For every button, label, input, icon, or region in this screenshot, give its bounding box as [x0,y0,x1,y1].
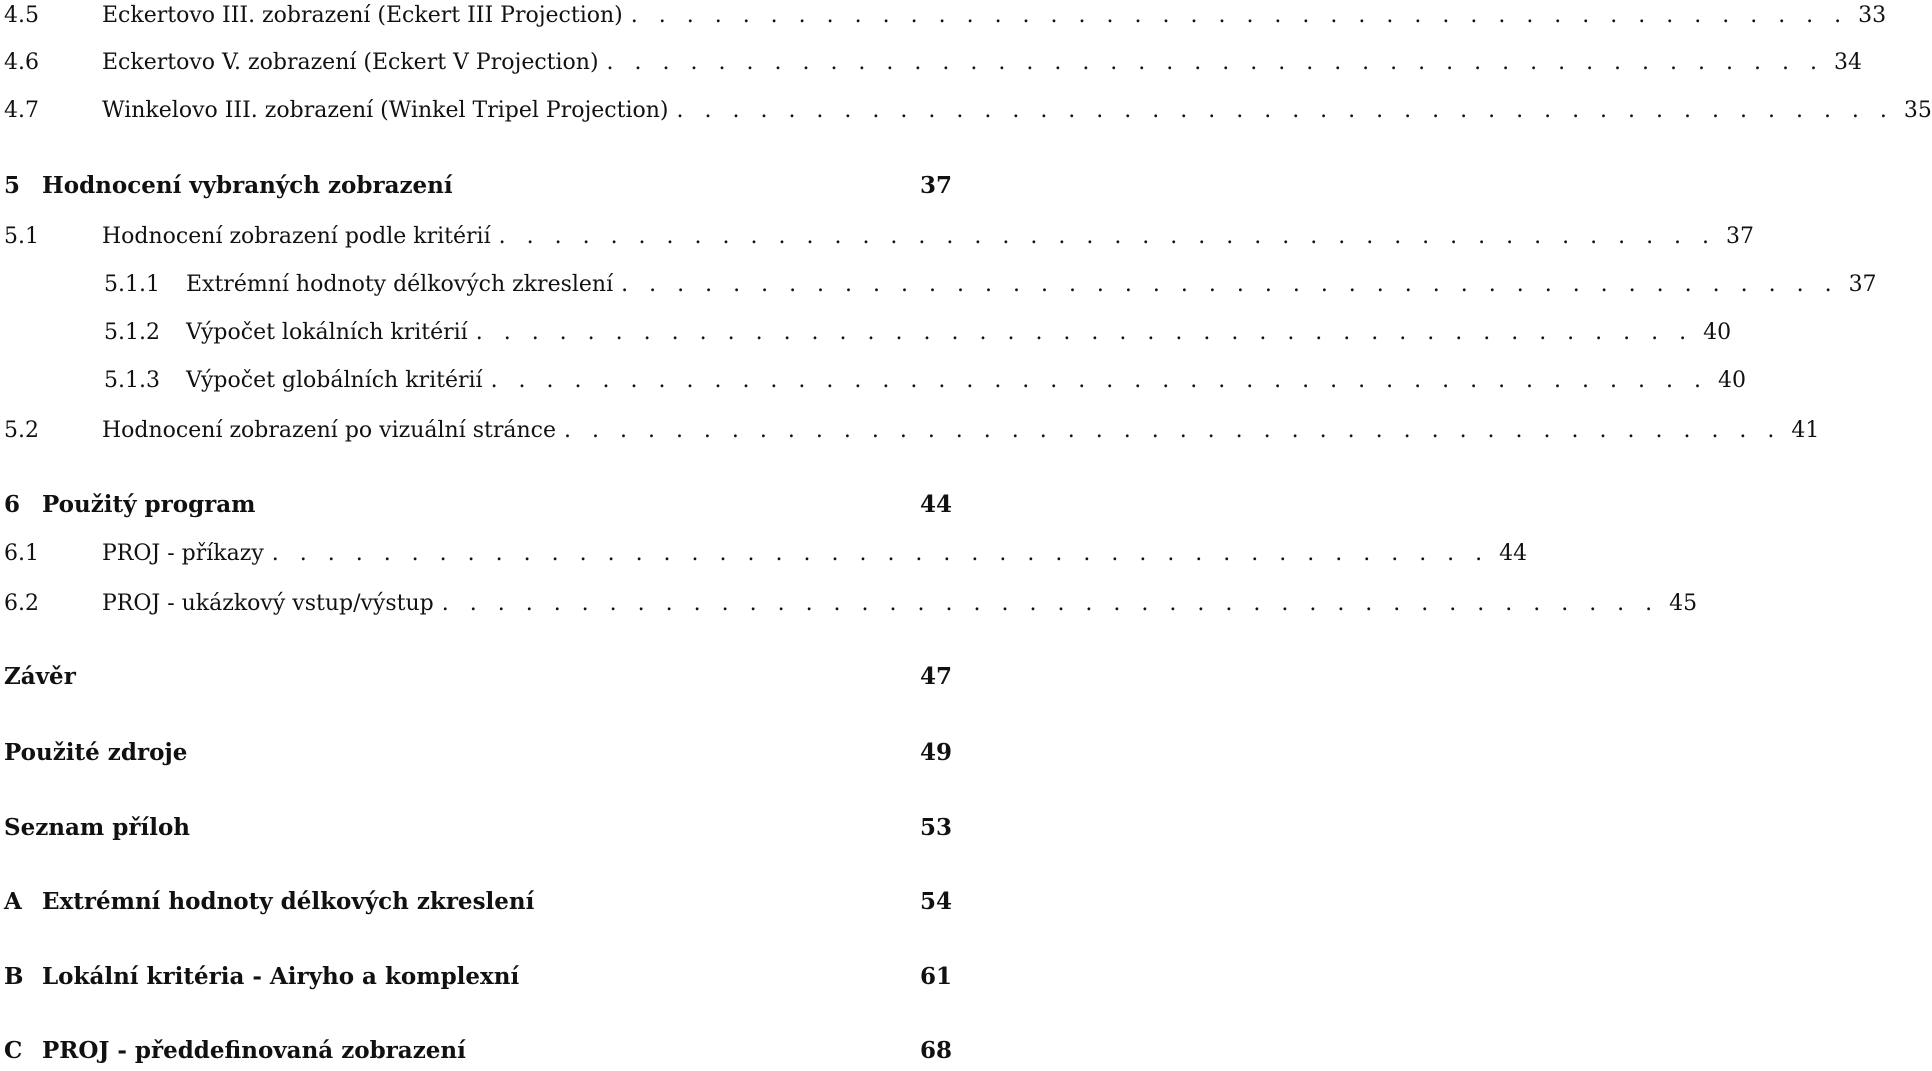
toc-entry-page: 61 [919,963,952,990]
toc-chapter-zaver[interactable] [0,657,952,697]
toc-entry-page: 41 [1791,418,1820,443]
toc-chapter-seznam-priloh[interactable] [0,808,952,848]
toc-entry-title: Seznam příloh [4,814,191,841]
toc-chapter-6[interactable] [0,485,952,525]
toc-entry-title: Výpočet globálních kritérií [186,368,483,393]
toc-entry-title: PROJ - předdefinovaná zobrazení [42,1037,466,1064]
toc-entry-title: PROJ - příkazy [102,541,264,566]
toc-entry-page: 37 [919,172,952,199]
toc-entry-5-1-3[interactable] [0,361,1746,401]
toc-entry-page: 53 [919,814,952,841]
toc-entry-page: 34 [1833,50,1862,75]
toc-entry-page: 44 [1499,541,1528,566]
toc-entry-title: Použité zdroje [4,739,188,766]
toc-entry-title: Extrémní hodnoty délkových zkreslení [186,272,614,297]
dot-leader: . . . . . . . . . . . . . . . . . . . . . . . . . . . . . . . . . . . . . . . . . . . . [621,272,1839,297]
toc-entry-5-1-2[interactable] [0,313,1732,353]
dot-leader: . . . . . . . . . . . . . . . . . . . . . . . . . . . . . . . . . . . . . . . . . . . . [441,591,1660,616]
dot-leader: . . . . . . . . . . . . . . . . . . . . . . . . . . . . . . . . . . . . . . . . . . . . [498,224,1717,249]
dot-leader: . . . . . . . . . . . . . . . . . . . . . . . . . . . . . . . . . . . . . . . . . . . . [490,368,1708,393]
toc-entry-6-1[interactable] [0,534,1528,574]
toc-entry-5-1-1[interactable] [0,265,1877,305]
toc-entry-number: 5.1.3 [104,368,160,393]
toc-entry-page: 37 [1848,272,1877,297]
toc-entry-4-6[interactable] [0,43,1862,83]
toc-entry-number: C [4,1037,23,1064]
toc-appendix-b[interactable] [0,957,952,997]
toc-entry-page: 35 [1903,98,1932,123]
toc-entry-title: Hodnocení vybraných zobrazení [42,172,453,199]
toc-appendix-a[interactable] [0,882,952,922]
toc-entry-number: A [4,888,22,915]
toc-entry-number: 5.2 [4,418,39,443]
toc-entry-page: 45 [1669,591,1698,616]
toc-entry-title: Hodnocení zobrazení podle kritérií [102,224,491,249]
toc-chapter-zdroje[interactable] [0,733,952,773]
dot-leader: . . . . . . . . . . . . . . . . . . . . . . . . . . . . . . . . . . . . . . . . . . . . [606,50,1824,75]
toc-entry-number: B [4,963,24,990]
toc-entry-4-7[interactable] [0,91,1932,131]
toc-entry-title: Eckertovo III. zobrazení (Eckert III Projection) [102,3,623,28]
toc-entry-title: Závěr [4,663,76,690]
toc-entry-number: 5.1.2 [104,320,160,345]
toc-entry-title: Lokální kritéria - Airyho a komplexní [42,963,520,990]
toc-entry-number: 6.2 [4,591,39,616]
toc-entry-number: 5.1 [4,224,39,249]
toc-entry-title: PROJ - ukázkový vstup/výstup [102,591,434,616]
toc-entry-number: 6 [4,491,21,518]
toc-entry-number: 5 [4,172,21,199]
toc-entry-number: 4.7 [4,98,39,123]
dot-leader: . . . . . . . . . . . . . . . . . . . . . . . . . . . . . . . . . . . . . . . . . . . . [271,541,1490,566]
toc-entry-title: Hodnocení zobrazení po vizuální stránce [102,418,556,443]
toc-entry-number: 5.1.1 [104,272,160,297]
toc-entry-page: 49 [919,739,952,766]
toc-entry-page: 47 [919,663,952,690]
toc-entry-page: 33 [1858,3,1887,28]
toc-entry-page: 40 [1717,368,1746,393]
toc-entry-number: 4.6 [4,50,39,75]
toc-entry-page: 68 [919,1037,952,1064]
toc-entry-title: Výpočet lokálních kritérií [186,320,468,345]
dot-leader: . . . . . . . . . . . . . . . . . . . . . . . . . . . . . . . . . . . . . . . . . . . . [564,418,1782,443]
toc-entry-title: Extrémní hodnoty délkových zkreslení [42,888,535,915]
toc-entry-title: Winkelovo III. zobrazení (Winkel Tripel Projection) [102,98,669,123]
dot-leader: . . . . . . . . . . . . . . . . . . . . . . . . . . . . . . . . . . . . . . . . . . . . [630,3,1849,28]
toc-entry-page: 44 [919,491,952,518]
toc-entry-5-1[interactable] [0,217,1755,257]
toc-entry-page: 40 [1703,320,1732,345]
toc-entry-title: Eckertovo V. zobrazení (Eckert V Projection) [102,50,599,75]
toc-entry-6-2[interactable] [0,584,1698,624]
toc-entry-5-2[interactable] [0,411,1820,451]
toc-entry-title: Použitý program [42,491,256,518]
toc-entry-page: 54 [919,888,952,915]
toc-appendix-c[interactable] [0,1031,952,1071]
toc-entry-number: 4.5 [4,3,39,28]
toc-chapter-5[interactable] [0,166,952,206]
toc-entry-number: 6.1 [4,541,39,566]
dot-leader: . . . . . . . . . . . . . . . . . . . . . . . . . . . . . . . . . . . . . . . . . . . . [676,98,1894,123]
toc-entry-4-5[interactable] [0,0,1887,36]
dot-leader: . . . . . . . . . . . . . . . . . . . . . . . . . . . . . . . . . . . . . . . . . . . . [475,320,1694,345]
toc-entry-page: 37 [1726,224,1755,249]
